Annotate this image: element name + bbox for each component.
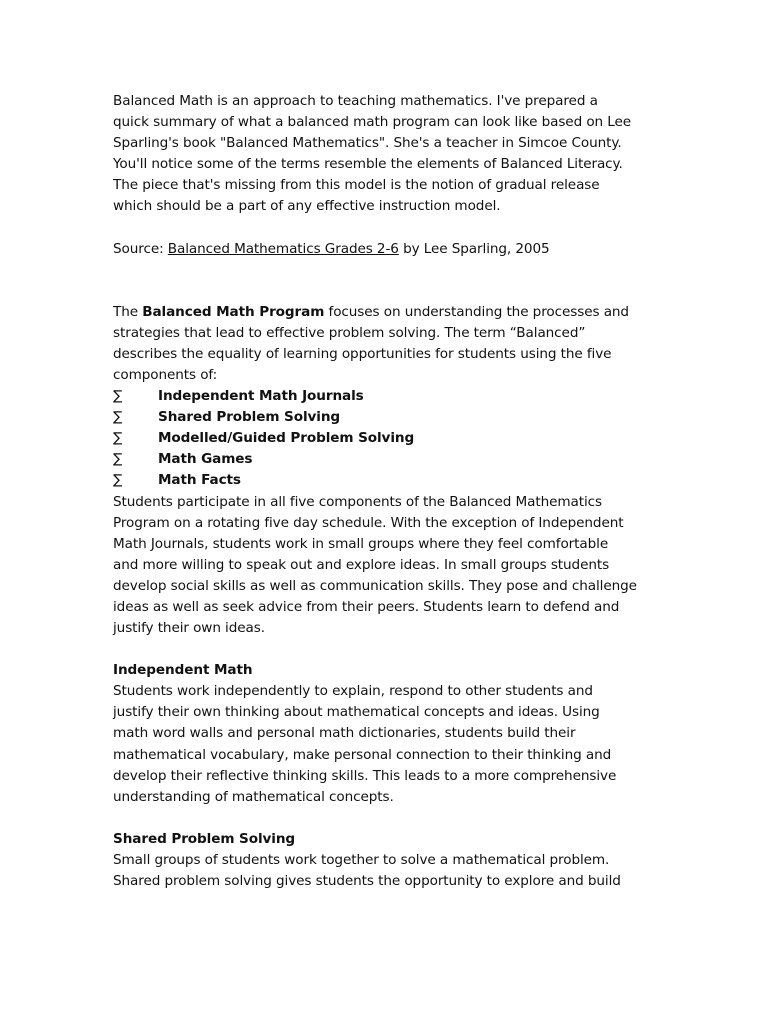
- sigma-bullet-icon: ∑: [113, 388, 123, 405]
- components-list: [113, 386, 673, 491]
- component-label: Shared Problem Solving: [158, 409, 341, 426]
- document-page: [113, 91, 673, 892]
- program-line: components of:: [113, 366, 218, 383]
- sigma-bullet-icon: ∑: [113, 451, 123, 468]
- intro-line: The piece that's missing from this model is the notion of gradual release: [113, 177, 600, 194]
- program-detail-line: and more willing to speak out and explore ideas. In small groups students: [113, 556, 610, 573]
- source-suffix: by Lee Sparling, 2005: [398, 240, 550, 257]
- list-item: [113, 470, 673, 491]
- program-line: strategies that lead to effective problem solving. The term “Balanced”: [113, 324, 586, 341]
- program-detail-line: Program on a rotating five day schedule. With the exception of Independent: [113, 514, 624, 531]
- section-heading: Independent Math: [113, 662, 253, 679]
- program-detail-line: justify their own ideas.: [113, 620, 265, 637]
- sigma-bullet-icon: ∑: [113, 430, 123, 447]
- intro-line: You'll notice some of the terms resemble the elements of Balanced Literacy.: [113, 156, 623, 173]
- section-heading: Shared Problem Solving: [113, 830, 296, 847]
- program-paragraph: [113, 302, 673, 386]
- intro-paragraph: [113, 91, 673, 218]
- list-item: [113, 407, 673, 428]
- program-detail-line: Students participate in all five components of the Balanced Mathematics: [113, 493, 603, 510]
- component-label: Modelled/Guided Problem Solving: [158, 430, 415, 447]
- program-line: describes the equality of learning opportunities for students using the five: [113, 345, 612, 362]
- shared-problem-solving-section: [113, 829, 673, 892]
- section-line: Students work independently to explain, respond to other students and: [113, 683, 593, 700]
- source-citation: [113, 239, 673, 260]
- list-item: [113, 449, 673, 470]
- component-label: Independent Math Journals: [158, 388, 364, 405]
- program-suffix: focuses on understanding the processes and: [324, 303, 629, 320]
- intro-line: Sparling's book "Balanced Mathematics". She's a teacher in Simcoe County.: [113, 135, 622, 152]
- program-detail-line: Math Journals, students work in small groups where they feel comfortable: [113, 535, 609, 552]
- section-line: Small groups of students work together to solve a mathematical problem.: [113, 851, 610, 868]
- component-label: Math Facts: [158, 472, 241, 489]
- sigma-bullet-icon: ∑: [113, 409, 123, 426]
- program-detail-line: ideas as well as seek advice from their peers. Students learn to defend and: [113, 598, 620, 615]
- list-item: [113, 386, 673, 407]
- list-item: [113, 428, 673, 449]
- section-line: Shared problem solving gives students the opportunity to explore and build: [113, 873, 621, 889]
- component-label: Math Games: [158, 451, 253, 468]
- source-prefix: Source:: [113, 240, 168, 257]
- intro-line: which should be a part of any effective instruction model.: [113, 198, 501, 215]
- section-line: mathematical vocabulary, make personal connection to their thinking and: [113, 746, 612, 763]
- intro-line: Balanced Math is an approach to teaching mathematics. I've prepared a: [113, 93, 598, 109]
- program-prefix: The: [113, 303, 143, 320]
- section-line: develop their reflective thinking skills. This leads to a more comprehensive: [113, 767, 617, 784]
- source-title-link[interactable]: Balanced Mathematics Grades 2-6: [167, 240, 399, 257]
- program-details-paragraph: [113, 492, 673, 640]
- section-line: math word walls and personal math dictionaries, students build their: [113, 725, 576, 742]
- program-name: Balanced Math Program: [142, 303, 325, 320]
- section-line: justify their own thinking about mathematical concepts and ideas. Using: [113, 704, 600, 721]
- sigma-bullet-icon: ∑: [113, 472, 123, 489]
- program-detail-line: develop social skills as well as communication skills. They pose and challenge: [113, 577, 637, 594]
- section-line: understanding of mathematical concepts.: [113, 788, 394, 805]
- intro-line: quick summary of what a balanced math program can look like based on Lee: [113, 114, 632, 131]
- independent-math-section: [113, 660, 673, 808]
- program-intro-line: [113, 302, 673, 323]
